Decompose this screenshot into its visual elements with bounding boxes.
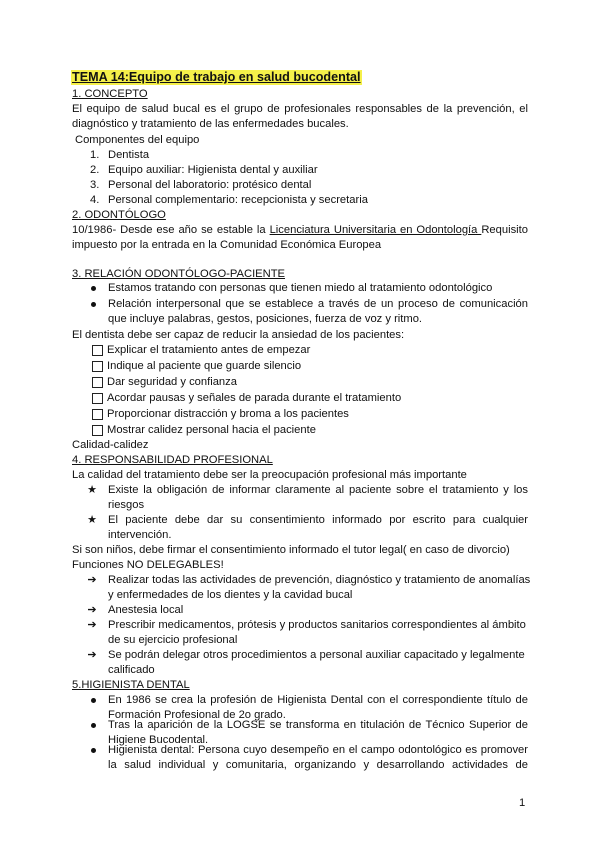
- checklist-item: Dar seguridad y confianza: [107, 376, 237, 388]
- s4-paragraph-2: Si son niños, debe firmar el consentimiento informado el tutor legal( en caso de divorcio): [72, 544, 510, 556]
- bullet-item: Tras la aparición de la LOGSE se transforma en titulación de Técnico Superior de: [108, 719, 528, 731]
- star-bullet-icon: ★: [87, 484, 97, 496]
- bullet-icon: [91, 698, 96, 703]
- arrow-item: Anestesia local: [108, 604, 184, 616]
- licenciatura-link[interactable]: Licenciatura Universitaria en Odontología: [269, 224, 482, 236]
- checklist-item: Acordar pausas y señales de parada durante el tratamiento: [107, 392, 402, 404]
- bullet-icon: [91, 286, 96, 291]
- bullet-item: En 1986 se crea la profesión de Higienista Dental con el correspondiente título de: [108, 694, 528, 706]
- bullet-item: Relación interpersonal que se establece a través de un proceso de comunicación: [108, 298, 528, 310]
- arrow-bullet-icon: ➔: [87, 649, 97, 661]
- s1-para-line1: El equipo de salud bucal es el grupo de profesionales responsables de la prevención, el: [72, 103, 528, 115]
- star-item: El paciente debe dar su consentimiento informado por escrito para cualquier: [108, 514, 528, 526]
- list-item-number: 2.: [90, 164, 100, 176]
- checkbox-icon[interactable]: [92, 345, 103, 356]
- section-2-heading: 2. ODONTÓLOGO: [72, 209, 166, 221]
- bullet-icon: [91, 723, 96, 728]
- star-item: Existe la obligación de informar claramente al paciente sobre el tratamiento y los: [108, 484, 528, 496]
- bullet-item: Higienista dental: Persona cuyo desempeño en el campo odontológico es promover: [108, 744, 528, 756]
- bullet-icon: [91, 748, 96, 753]
- list-item: Personal del laboratorio: protésico dental: [108, 179, 312, 191]
- checklist-item: Explicar el tratamiento antes de empezar: [107, 344, 311, 356]
- s3-paragraph: El dentista debe ser capaz de reducir la ansiedad de los pacientes:: [72, 329, 405, 341]
- list-item: Equipo auxiliar: Higienista dental y auxiliar: [108, 164, 318, 176]
- list-item: Personal complementario: recepcionista y secretaria: [108, 194, 368, 206]
- arrow-item-cont: calificado: [108, 664, 155, 676]
- list-item: Dentista: [108, 149, 150, 161]
- s2-para-line1: [72, 223, 528, 238]
- checkbox-icon[interactable]: [92, 409, 103, 420]
- s4-paragraph: La calidad del tratamiento debe ser la preocupación profesional más importante: [72, 469, 467, 481]
- checklist-item: Mostrar calidez personal hacia el paciente: [107, 424, 316, 436]
- s4-funcs-heading: Funciones NO DELEGABLES!: [72, 559, 224, 571]
- page-title: TEMA 14:Equipo de trabajo en salud bucodental: [72, 70, 361, 84]
- arrow-item: Prescribir medicamentos, prótesis y productos sanitarios correspondientes al ámbito: [108, 619, 526, 631]
- s3-tail: Calidad-calidez: [72, 439, 149, 451]
- arrow-bullet-icon: ➔: [87, 619, 97, 631]
- star-item-cont: riesgos: [108, 499, 145, 511]
- checkbox-icon[interactable]: [92, 377, 103, 388]
- checklist-item: Proporcionar distracción y broma a los pacientes: [107, 408, 349, 420]
- s1-subheading: Componentes del equipo: [75, 134, 200, 146]
- arrow-item-cont: de su ejercicio profesional: [108, 634, 238, 646]
- bullet-item-cont: la salud individual y comunitaria, organizando y desarrollando actividades de: [108, 759, 528, 771]
- bullet-item-cont: que incluye palabras, gestos, posiciones, fuerza de voz y ritmo.: [108, 313, 423, 325]
- checkbox-icon[interactable]: [92, 393, 103, 404]
- checkbox-icon[interactable]: [92, 425, 103, 436]
- list-item-number: 3.: [90, 179, 100, 191]
- arrow-bullet-icon: ➔: [87, 604, 97, 616]
- bullet-item-cont: Formación Profesional de 2o grado.: [108, 709, 286, 721]
- section-3-heading: 3. RELACIÓN ODONTÓLOGO-PACIENTE: [72, 268, 286, 280]
- s1-para-line2: diagnóstico y tratamiento de las enfermedades bucales.: [72, 118, 349, 130]
- arrow-item-cont: y enfermedades de los dientes y la cavidad bucal: [108, 589, 353, 601]
- checkbox-icon[interactable]: [92, 361, 103, 372]
- section-1-heading: 1. CONCEPTO: [72, 88, 148, 100]
- bullet-icon: [91, 302, 96, 307]
- star-bullet-icon: ★: [87, 514, 97, 526]
- page-number: 1: [519, 797, 526, 809]
- arrow-item: Realizar todas las actividades de prevención, diagnóstico y tratamiento de anomalías: [108, 574, 531, 586]
- bullet-item-cont: Higiene Bucodental.: [108, 734, 209, 746]
- arrow-item: Se podrán delegar otros procedimientos a personal auxiliar capacitado y legalmente: [108, 649, 525, 661]
- list-item-number: 4.: [90, 194, 100, 206]
- star-item-cont: intervención.: [108, 529, 172, 541]
- s2-text-end: Requisito: [481, 224, 528, 236]
- arrow-bullet-icon: ➔: [87, 574, 97, 586]
- list-item-number: 1.: [90, 149, 100, 161]
- checklist-item: Indique al paciente que guarde silencio: [107, 360, 302, 372]
- s2-para-line2: impuesto por la entrada en la Comunidad Económica Europea: [72, 239, 382, 251]
- bullet-item: Estamos tratando con personas que tienen miedo al tratamiento odontológico: [108, 282, 493, 294]
- section-4-heading: 4. RESPONSABILIDAD PROFESIONAL: [72, 454, 273, 466]
- section-5-heading: 5.HIGIENISTA DENTAL: [72, 679, 190, 691]
- s2-text: 10/1986- Desde ese año se estable la: [72, 224, 270, 236]
